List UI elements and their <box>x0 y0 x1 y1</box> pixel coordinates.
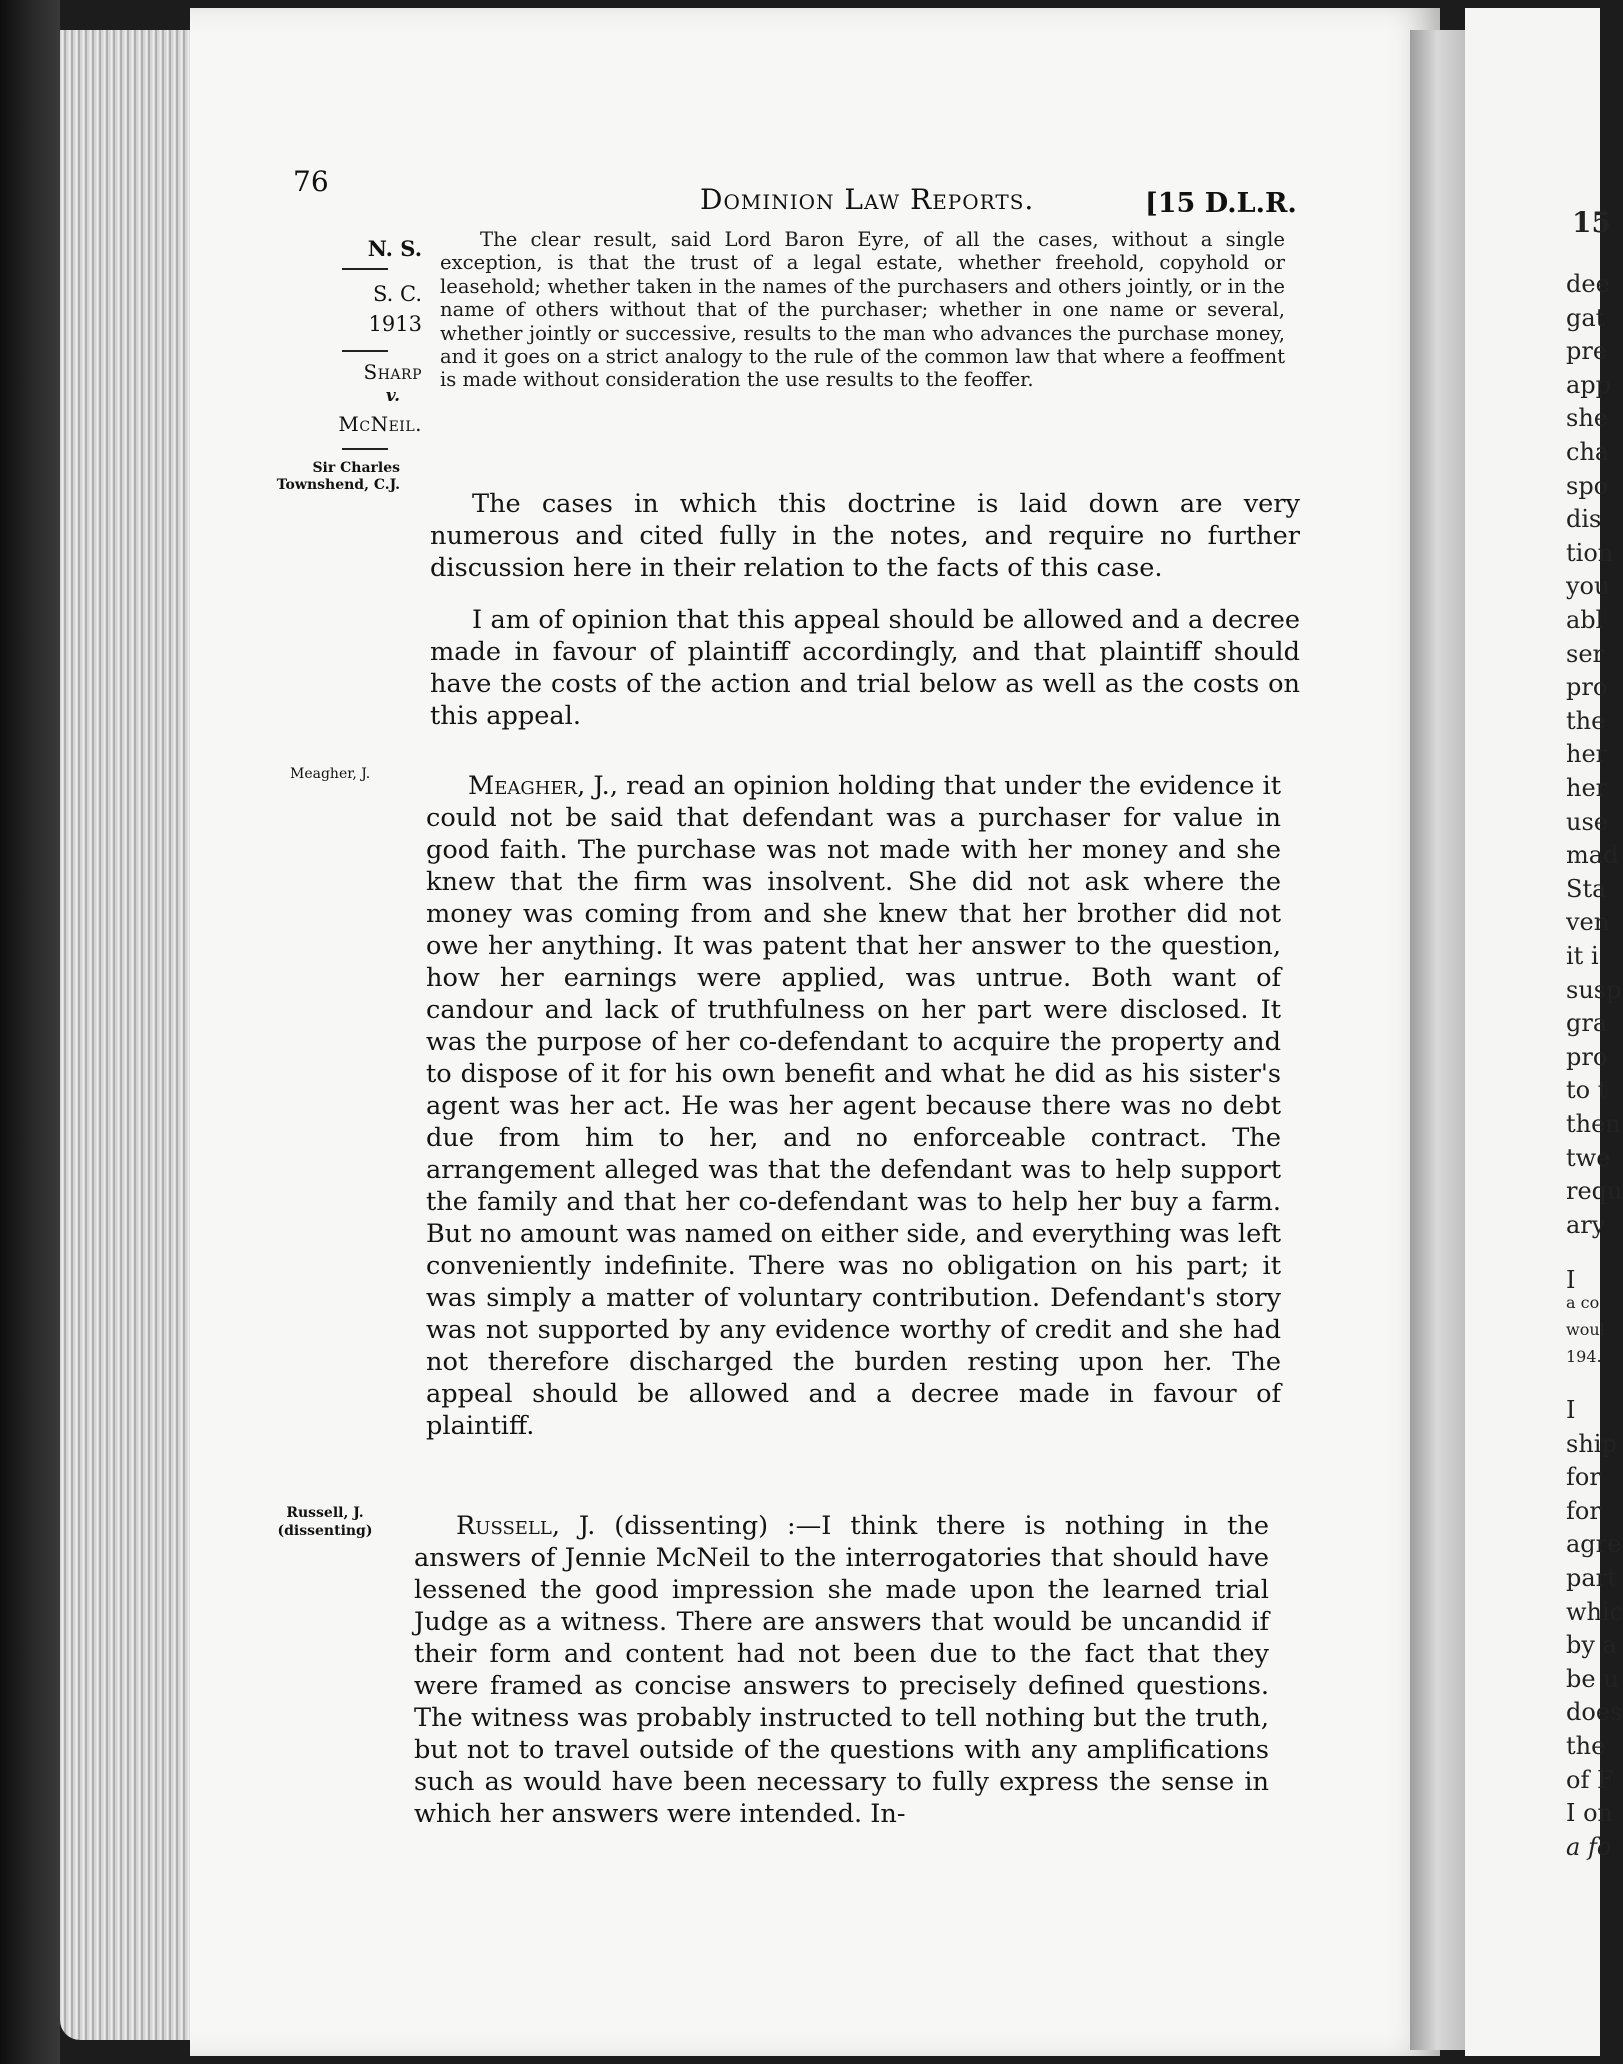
paragraph-text <box>426 770 1281 1442</box>
sidenote-russell-name: Russell, J. <box>286 1505 364 1521</box>
facing-page-line: woul <box>1566 1320 1605 1339</box>
facing-page-line: 194. <box>1566 1347 1602 1366</box>
facing-page-line: her <box>1566 740 1608 769</box>
facing-page-line: for <box>1566 1496 1601 1525</box>
facing-page-line: you <box>1566 572 1610 601</box>
facing-page-line: ser <box>1566 639 1604 668</box>
facing-page-line: a fo <box>1566 1832 1612 1861</box>
facing-page-line: use <box>1566 807 1608 836</box>
sidenote-court: N. S. <box>367 236 422 261</box>
facing-page-line: pro <box>1566 673 1608 702</box>
facing-page-line: ary <box>1566 1210 1606 1239</box>
paragraph-text: I am of opinion that this appeal should be allowed and a decree made in favour of plaintiff accordingly, and that plaintiff should have the costs of the action and trial below as well as the costs on this appeal. <box>430 605 1300 731</box>
facing-page-line: I <box>1566 1396 1576 1424</box>
facing-page-line: tion <box>1566 538 1614 567</box>
sidenote-rule <box>342 350 388 352</box>
facing-page-line: by a <box>1566 1631 1617 1660</box>
facing-page-line: susp <box>1566 975 1622 1004</box>
quoted-passage <box>440 228 1285 392</box>
facing-page-line: of F <box>1566 1765 1614 1794</box>
facing-page-line: ven <box>1566 908 1610 937</box>
facing-page-line: cha <box>1566 438 1610 466</box>
paragraph-text <box>414 1510 1269 1830</box>
paragraph-doctrine <box>430 488 1300 584</box>
sidenote-meagher: Meagher, J. <box>290 766 371 782</box>
facing-page-line: dee <box>1566 270 1610 298</box>
page-edges <box>60 30 195 2040</box>
judge-name: Meagher, J., <box>468 771 618 801</box>
facing-page-line: Sta <box>1566 874 1607 903</box>
sidenote-versus: v. <box>385 386 400 406</box>
paragraph-opinion <box>430 604 1300 732</box>
facing-page-line: to t <box>1566 1076 1608 1105</box>
facing-page-line: she <box>1566 404 1608 433</box>
facing-page-line: twe <box>1566 1143 1611 1172</box>
facing-page-line: it i <box>1566 942 1599 970</box>
book-gutter <box>1410 30 1470 2050</box>
facing-page-line: requ <box>1566 1177 1623 1206</box>
facing-page-line: the <box>1566 1732 1606 1760</box>
facing-page-line: spo <box>1566 471 1609 500</box>
facing-page-line: the <box>1566 706 1606 735</box>
sidenote-judge: Sir Charles Townshend, C.J. <box>276 460 400 493</box>
paragraph-body: read an opinion holding that under the evidence it could not be said that defendant was a purchaser for value in good faith. The purchase was not made with her money and she knew that the firm was insolvent. She did not ask where the money was coming from and she knew that her brother did not owe her anything. It was patent that her answer to the question, how her earnings were applied, was untrue. Both want of candour and lack of truthfulness on her part were disclosed. It was the purpose of her co-defendant to acquire the property and to dispose of it for his own benefit and what he did as his sister's agent was her act. He was her agent because there was no debt due from him to her, and no enforceable contract. The arrangement alleged was that the defendant was to help support the family and that her co-defendant was to help her buy a farm. But no amount was named on either side, and everything was left conveniently indefinite. There was no obligation on his part; it was simply a matter of voluntary contribution. Defendant's story was not supported by any evidence worthy of credit and she had not therefore discharged the burden resting upon her. The appeal should be allowed and a decree made in favour of plaintiff. <box>426 771 1281 1441</box>
volume-reference: [15 D.L.R. <box>1145 188 1297 219</box>
sidenote-rule <box>342 268 388 270</box>
book-binding <box>0 0 60 2064</box>
facing-page-line: gra <box>1566 1009 1608 1038</box>
facing-page-line: dis <box>1566 505 1602 534</box>
facing-page-header: 15 <box>1572 206 1611 239</box>
facing-page-line: for <box>1566 1463 1601 1492</box>
sidenote-court-level: S. C. <box>373 282 422 306</box>
sidenote-rule <box>342 448 388 450</box>
page-number: 76 <box>293 165 329 198</box>
facing-page-line: then <box>1566 1110 1621 1138</box>
facing-page-line: I on <box>1566 1799 1614 1828</box>
facing-page-line: gat <box>1566 303 1606 332</box>
facing-page-line: does <box>1566 1698 1623 1727</box>
facing-page-line: mad <box>1566 841 1619 870</box>
facing-page-line: her <box>1566 774 1608 802</box>
running-title: Dominion Law Reports. <box>700 183 1035 216</box>
sidenote-year: 1913 <box>368 312 422 336</box>
paragraph-text: The cases in which this doctrine is laid down are very numerous and cited fully in the notes, and require no further discussion here in their relation to the facts of this case. <box>430 489 1300 583</box>
sidenote-russell <box>270 1504 380 1540</box>
facing-page-line: be u <box>1566 1664 1619 1693</box>
facing-page-line: part <box>1566 1564 1617 1592</box>
facing-page-line: agre <box>1566 1530 1622 1559</box>
facing-page-line: ship <box>1566 1429 1617 1458</box>
paragraph-meagher <box>426 770 1281 1442</box>
facing-page-line: a co <box>1566 1293 1600 1312</box>
sidenote-dissenting: (dissenting) <box>277 1523 373 1539</box>
facing-page <box>1465 8 1623 2056</box>
sidenote-party-two: McNeil. <box>338 412 422 436</box>
facing-page-line: I <box>1566 1266 1576 1294</box>
facing-page-line: pre <box>1566 337 1608 366</box>
paragraph-body: (dissenting) :—I think there is nothing in the answers of Jennie McNeil to the interrogatories that should have lessened the good impression she made upon the learned trial Judge as a witness. There are answers that would be uncandid if their form and content had not been due to the fact that they were framed as concise answers to precisely defined questions. The witness was probably instructed to tell nothing but the truth, but not to travel outside of the questions with any amplifications such as would have been necessary to fully express the sense in which her answers were intended. In- <box>414 1511 1269 1829</box>
facing-page-line: app <box>1566 370 1612 399</box>
paragraph-russell <box>414 1510 1269 1830</box>
quote-text: The clear result, said Lord Baron Eyre, of all the cases, without a single exception, is that the trust of a legal estate, whether freehold, copyhold or leasehold; whether taken in the names of the purchasers and others jointly, or in the name of others without that of the purchaser; whether in one name or several, whether jointly or successive, results to the man who advances the purchase money, and it goes on a strict analogy to the rule of the common law that where a feoffment is made without consideration the use results to the feoffer. <box>440 228 1285 392</box>
judge-name: Russell, J. <box>456 1511 596 1541</box>
facing-page-line: whic <box>1566 1597 1623 1626</box>
sidenote-party-one: Sharp <box>363 360 422 384</box>
facing-page-line: pro <box>1566 1042 1608 1071</box>
facing-page-line: abl <box>1566 606 1604 634</box>
